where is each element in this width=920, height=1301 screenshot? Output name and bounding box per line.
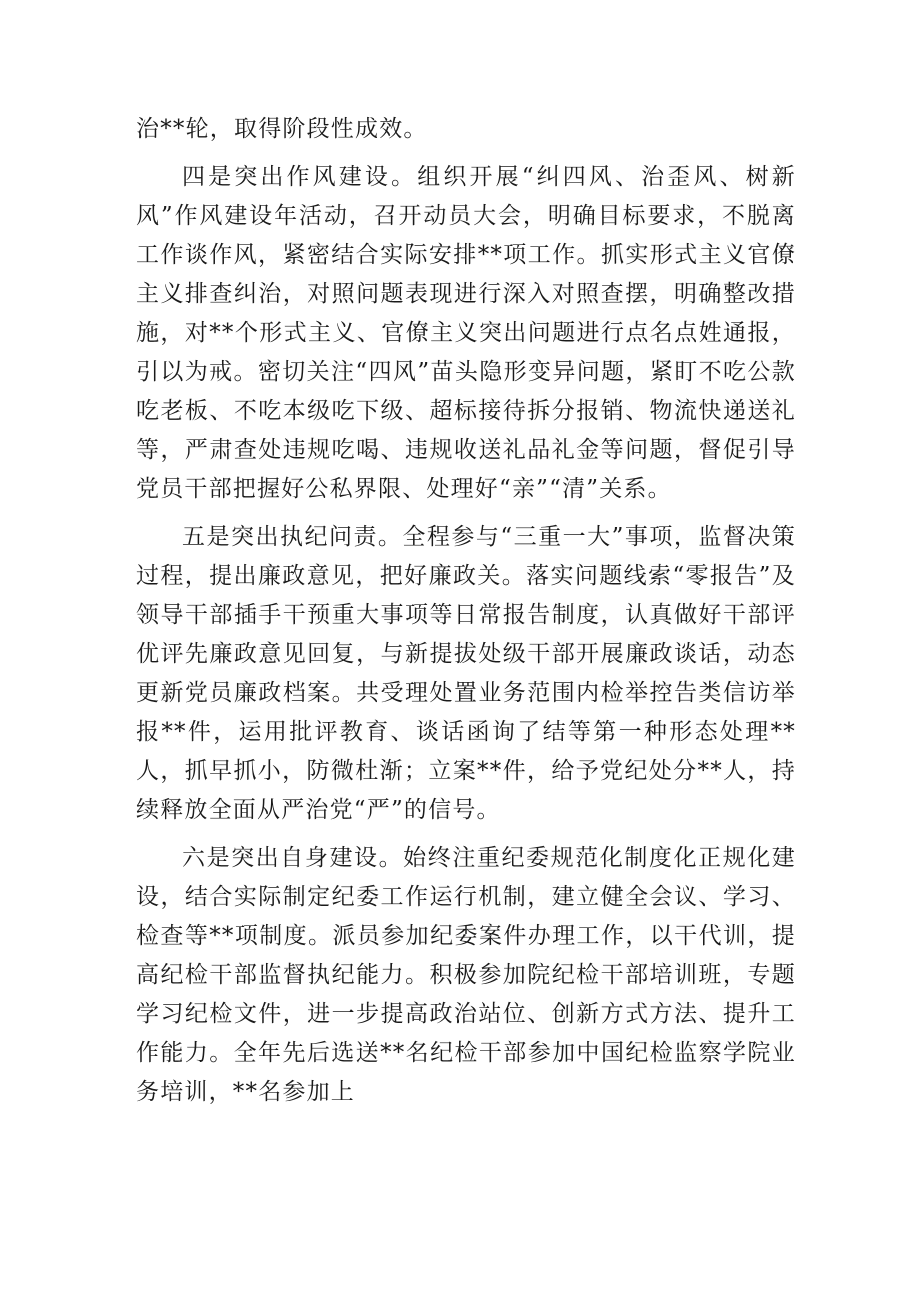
- document-body: [136, 110, 796, 1121]
- paragraph-continuation: 治**轮，取得阶段性成效。: [136, 116, 428, 142]
- paragraph-discipline-accountability: 五是突出执纪问责。全程参与“三重一大”事项，监督决策过程，提出廉政意见，把好廉政关。落实问题线索“零报告”及领导干部插手干预重大事项等日常报告制度，认真做好干部评优评先廉政意见回复，与新提拔处级干部开展廉政谈话，动态更新党员廉政档案。共受理处置业务范围内检举控告类信访举报**件，运用批评教育、谈话函询了结等第一种形态处理**人，抓早抓小，防微杜渐；立案**件，给予党纪处分**人，持续释放全面从严治党“严”的信号。: [136, 524, 796, 823]
- paragraph-self-building: 六是突出自身建设。始终注重纪委规范化制度化正规化建设，结合实际制定纪委工作运行机制，建立健全会议、学习、检查等**项制度。派员参加纪委案件办理工作，以干代训，提高纪检干部监督执纪能力。积极参加院纪检干部培训班，专题学习纪检文件，进一步提高政治站位、创新方式方法、提升工作能力。全年先后选送**名纪检干部参加中国纪检监察学院业务培训，**名参加上: [136, 845, 796, 1105]
- paragraph-style-building: 四是突出作风建设。组织开展“纠四风、治歪风、树新风”作风建设年活动，召开动员大会，明确目标要求，不脱离工作谈作风，紧密结合实际安排**项工作。抓实形式主义官僚主义排查纠治，对照问题表现进行深入对照查摆，明确整改措施，对**个形式主义、官僚主义突出问题进行点名点姓通报，引以为戒。密切关注“四风”苗头隐形变异问题，紧盯不吃公款吃老板、不吃本级吃下级、超标接待拆分报销、物流快递送礼等，严肃查处违规吃喝、违规收送礼品礼金等问题，督促引导党员干部把握好公私界限、处理好“亲”“清”关系。: [136, 164, 796, 502]
